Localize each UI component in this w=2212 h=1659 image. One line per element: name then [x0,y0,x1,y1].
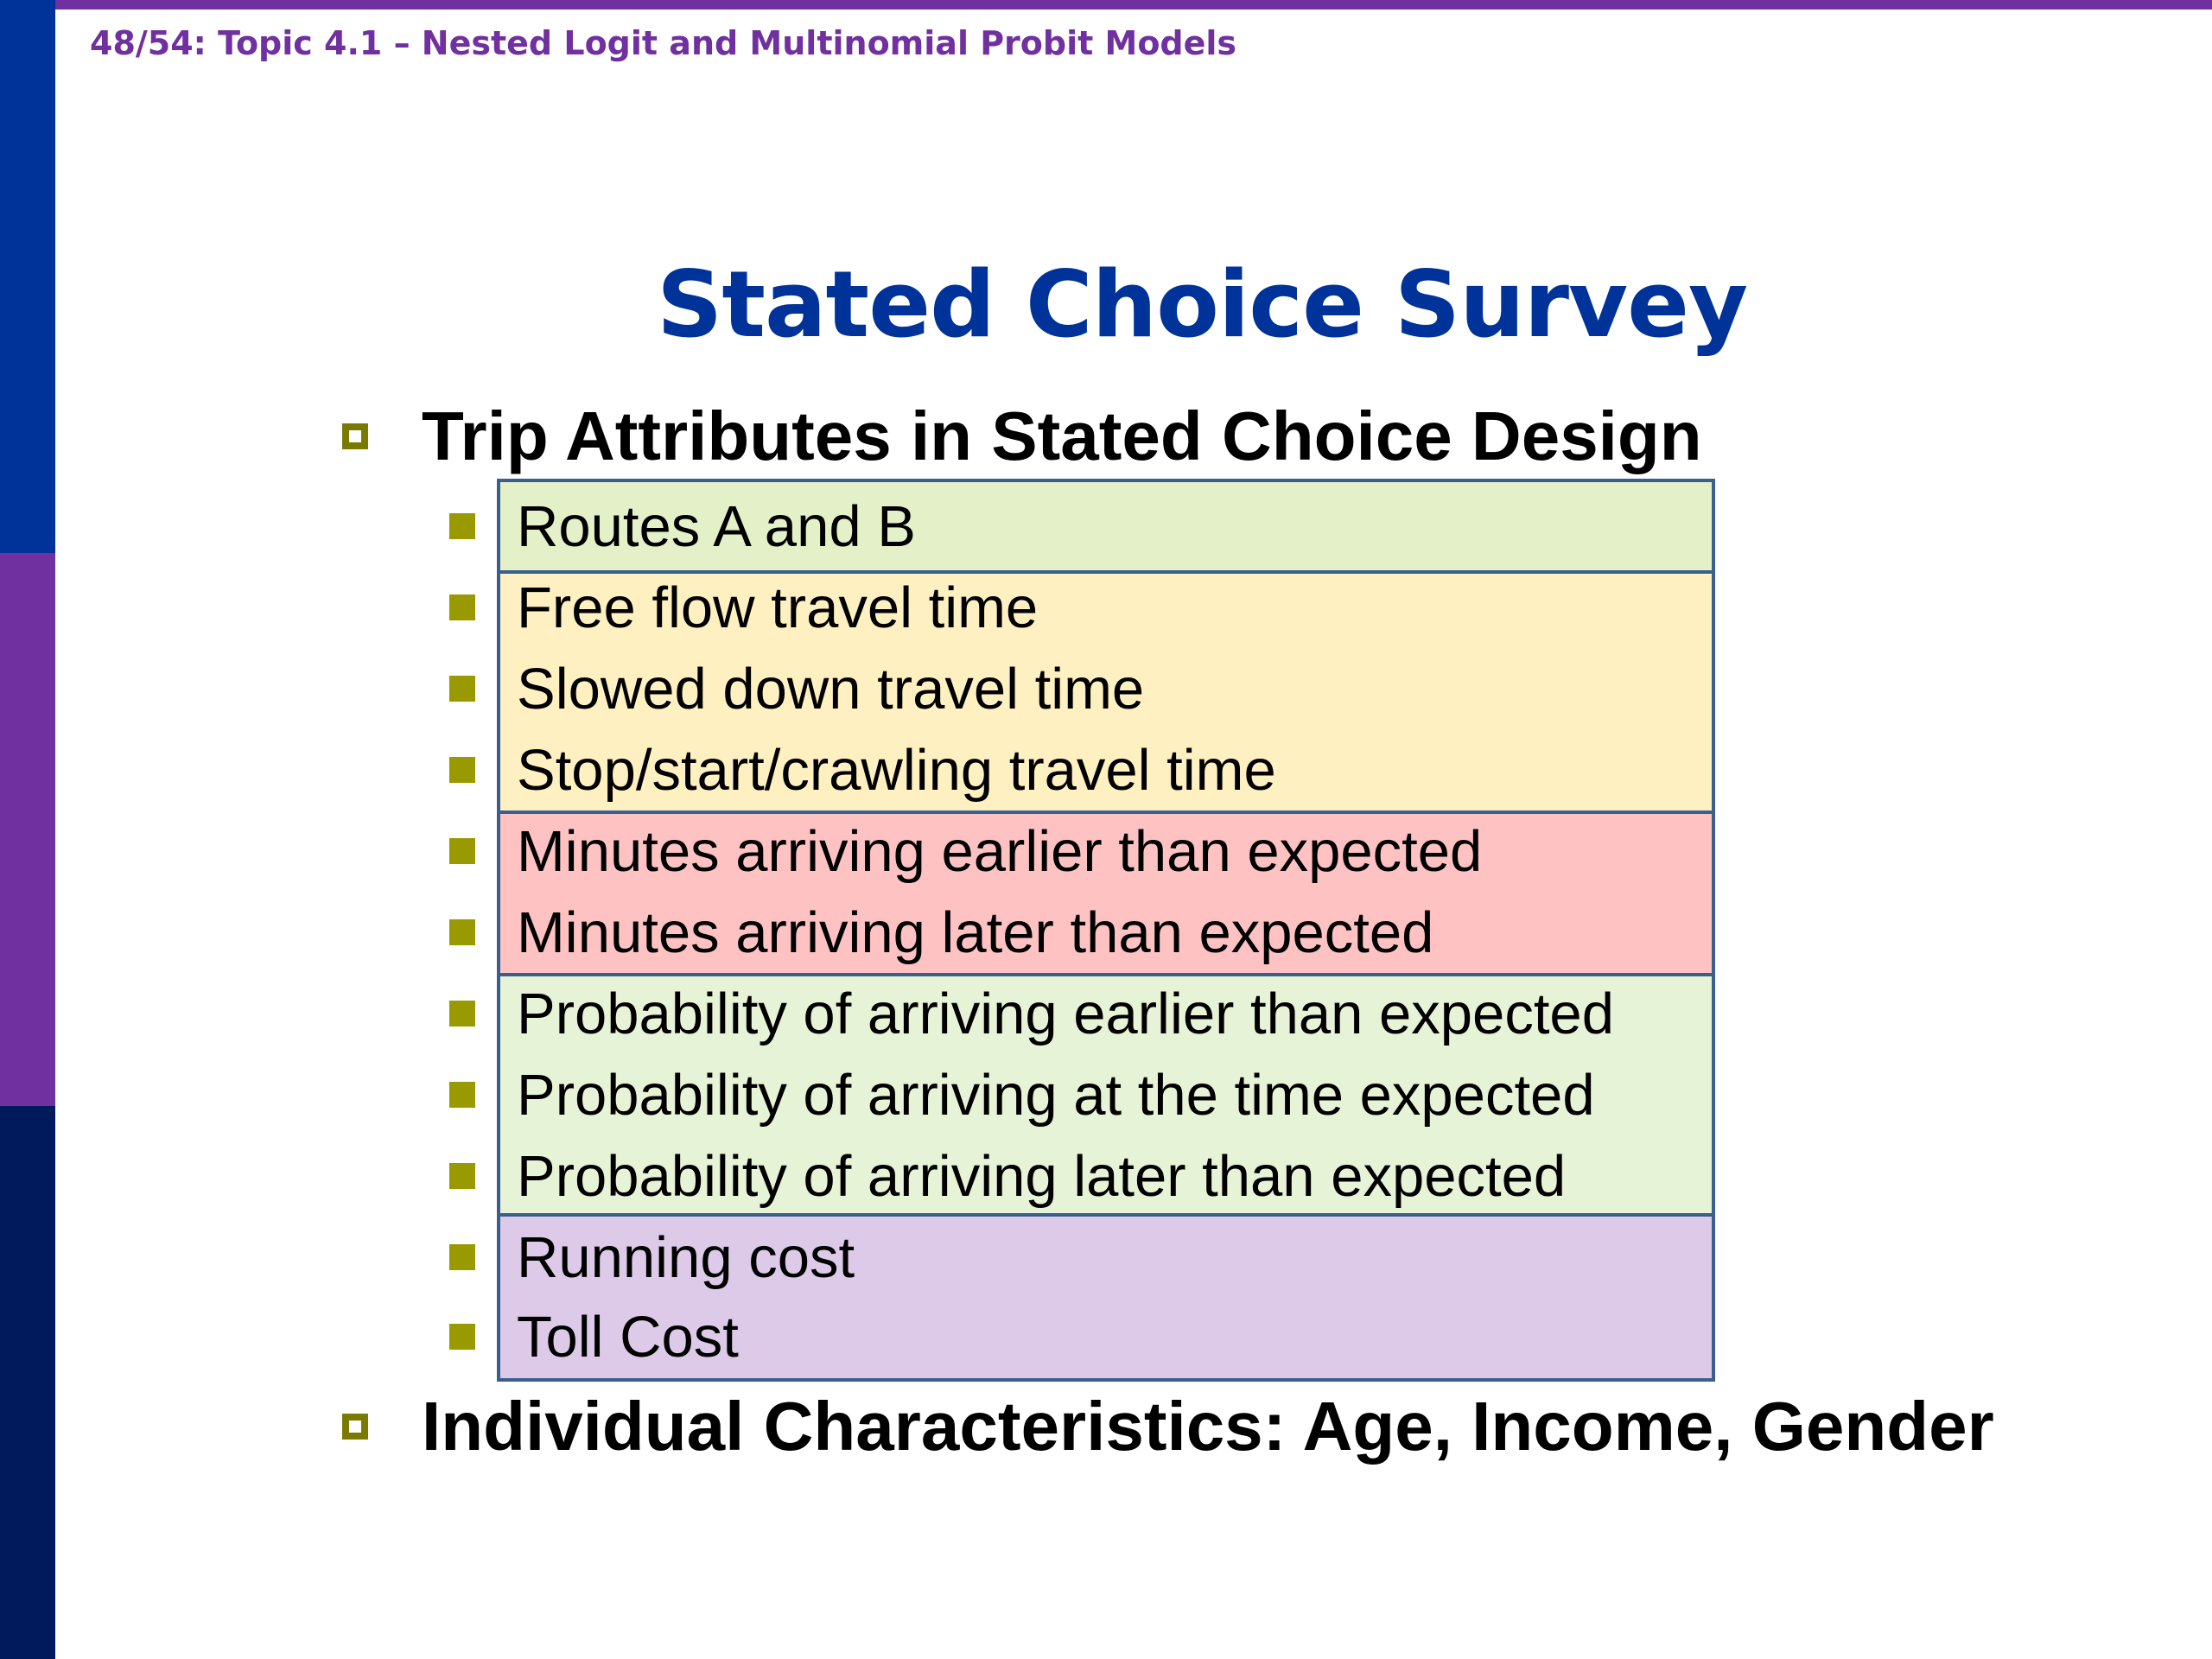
bullet-individual-characteristics [342,1388,1994,1465]
left-accent-bar-navy [0,1106,55,1659]
square-bullet-icon [449,676,475,702]
hollow-square-bullet-icon [342,1414,368,1440]
square-bullet-icon [449,757,475,783]
square-bullet-icon [449,838,475,864]
list-item-label: Toll Cost [517,1304,739,1370]
list-item-label: Probability of arriving later than expected [517,1143,1567,1209]
square-bullet-icon [449,513,475,539]
list-item-label: Probability of arriving at the time expected [517,1062,1595,1128]
bullet-label: Individual Characteristics: Age, Income, Gender [422,1388,1994,1465]
list-item [449,1296,739,1377]
list-item [449,973,1614,1054]
list-item [449,892,1433,973]
left-accent-bar-blue [0,0,55,553]
slide-title: Stated Choice Survey [657,251,1748,358]
slide-header: 48/54: Topic 4.1 – Nested Logit and Multinomial Probit Models [90,24,1237,62]
list-item [449,1054,1595,1135]
list-item [449,486,916,567]
list-item [449,810,1482,892]
list-item-label: Stop/start/crawling travel time [517,737,1276,803]
left-accent-bar-purple [0,553,55,1106]
list-item [449,648,1144,729]
square-bullet-icon [449,919,475,945]
list-item-label: Routes A and B [517,493,916,559]
list-item-label: Free flow travel time [517,575,1039,640]
square-bullet-icon [449,1163,475,1189]
list-item-label: Running cost [517,1224,855,1290]
list-item-label: Minutes arriving later than expected [517,899,1434,965]
list-item-label: Minutes arriving earlier than expected [517,818,1483,884]
list-item [449,1135,1566,1217]
top-accent-bar [0,0,2212,10]
list-item-label: Slowed down travel time [517,656,1145,721]
bullet-trip-attributes [342,397,1702,475]
square-bullet-icon [449,1082,475,1108]
square-bullet-icon [449,1244,475,1270]
square-bullet-icon [449,1001,475,1027]
square-bullet-icon [449,1324,475,1350]
list-item [449,567,1038,648]
list-item [449,1217,855,1298]
hollow-square-bullet-icon [342,423,368,449]
square-bullet-icon [449,594,475,620]
list-item [449,729,1276,810]
bullet-label: Trip Attributes in Stated Choice Design [422,397,1702,474]
list-item-label: Probability of arriving earlier than expected [517,981,1614,1046]
